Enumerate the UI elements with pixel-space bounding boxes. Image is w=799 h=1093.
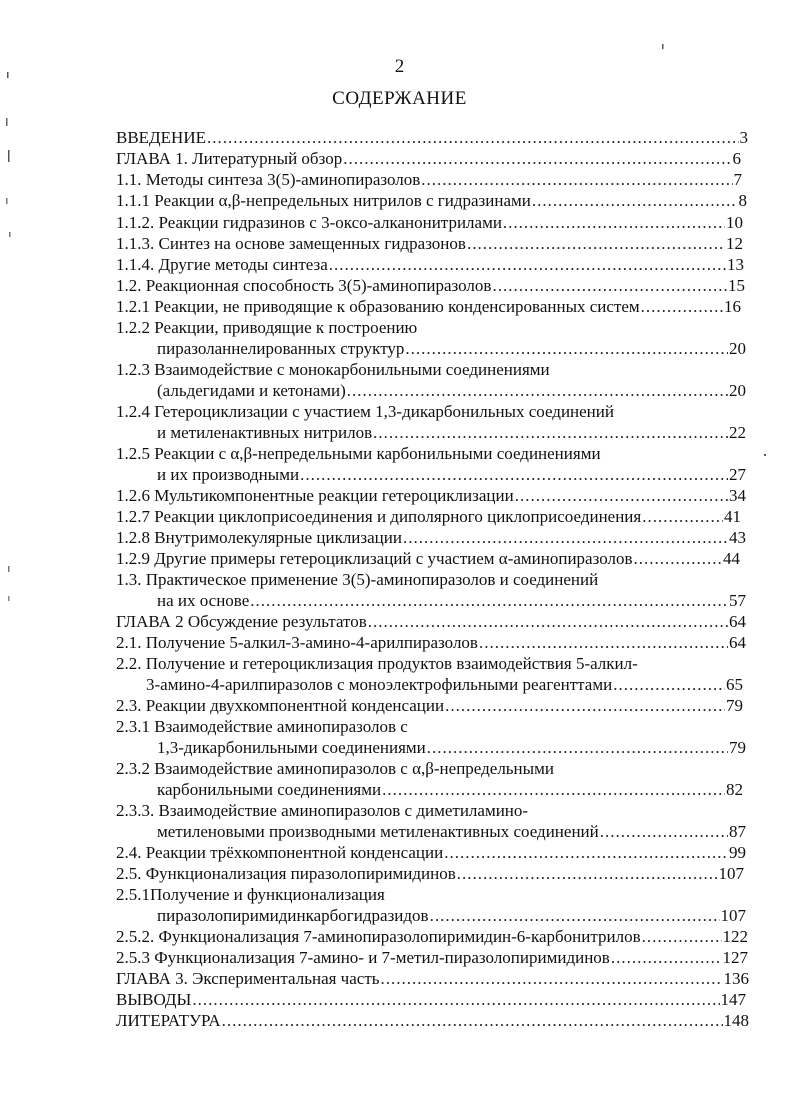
toc-entry-text: 2.5.3 Функционализация 7-амино- и 7-метил-пиразолопиримидинов [116, 948, 610, 967]
toc-title: СОДЕРЖАНИЕ [332, 88, 467, 109]
toc-entry-page: 107 [718, 864, 744, 883]
scan-speck [7, 72, 9, 78]
toc-entry-text: на их основе [157, 591, 250, 610]
page-number: 2 [394, 56, 405, 77]
toc-entry-text: 1.2. Реакционная способность 3(5)-аминопиразолов [116, 276, 492, 295]
toc-entry-page: 16 [724, 297, 741, 316]
toc-entry-page: 99 [729, 843, 746, 862]
toc-entry-2-5-1-line1: 2.5.1Получение и функционализация [116, 885, 385, 904]
toc-entry-page: 44 [723, 549, 740, 568]
toc-entry-1-2-3-line1: 1.2.3 Взаимодействие с монокарбонильными соединениями [116, 360, 550, 379]
toc-entry-page: 20 [729, 381, 746, 400]
toc-entry-2-2-line1: 2.2. Получение и гетероциклизация продуктов взаимодействия 5-алкил- [116, 654, 638, 673]
toc-entry-text: 1.2.1 Реакции, не приводящие к образованию конденсированных систем [116, 297, 640, 316]
toc-entry-page: 64 [729, 633, 746, 652]
toc-entry-text: 2.5. Функционализация пиразолопиримидинов [116, 864, 456, 883]
toc-entry-page: 147 [720, 990, 746, 1009]
toc-entry-text: 1.2.6 Мультикомпонентные реакции гетероциклизации [116, 486, 514, 505]
toc-entry-text: пиразолопиримидинкарбогидразидов [157, 906, 429, 925]
scan-speck [8, 596, 10, 601]
toc-entry-text: и их производными [157, 465, 300, 484]
toc-entry-text: 1.1.4. Другие методы синтеза [116, 255, 328, 274]
toc-entry-text: карбонильными соединениями [157, 780, 382, 799]
toc-entry-page: 3 [739, 128, 748, 147]
toc-entry-page: 22 [729, 423, 746, 442]
toc-entry-page: 10 [726, 213, 743, 232]
scan-speck [6, 118, 8, 126]
toc-entry-text: ВВЕДЕНИЕ [116, 128, 206, 147]
toc-entry-text: и метиленактивных нитрилов [157, 423, 373, 442]
toc-entry-text: (альдегидами и кетонами) [157, 381, 346, 400]
toc-entry-page: 79 [729, 738, 746, 757]
toc-entry-page: 122 [722, 927, 748, 946]
toc-entry-page: 57 [729, 591, 746, 610]
scan-speck [6, 198, 8, 204]
toc-entry-text: 3-амино-4-арилпиразолов с моноэлектрофильными реагенттами [146, 675, 613, 694]
toc-entry-page: 15 [728, 276, 745, 295]
toc-entry-page: 79 [726, 696, 743, 715]
toc-entry-text: ГЛАВА 1. Литературный обзор [116, 149, 343, 168]
toc-entry-page: 43 [729, 528, 746, 547]
toc-entry-2-3-1-line1: 2.3.1 Взаимодействие аминопиразолов с [116, 717, 408, 736]
toc-entry-page: 27 [729, 465, 746, 484]
toc-entry-text: ЛИТЕРАТУРА [116, 1011, 221, 1030]
toc-entry-2-3-3-line1: 2.3.3. Взаимодействие аминопиразолов с диметиламино- [116, 801, 529, 820]
toc-entry-1-2-4-line1: 1.2.4 Гетероциклизации с участием 1,3-дикарбонильных соединений [116, 402, 614, 421]
toc-entry-text: 1,3-дикарбонильными соединениями [157, 738, 426, 757]
toc-entry-text: 2.3. Реакции двухкомпонентной конденсации [116, 696, 445, 715]
toc-entry-text: 1.2.7 Реакции циклоприсоединения и диполярного циклоприсоединения [116, 507, 642, 526]
toc-entry-page: 65 [726, 675, 743, 694]
toc-entry-text: 1.1.1 Реакции α,β-непредельных нитрилов с гидразинами [116, 191, 531, 210]
toc-entry-text: 2.4. Реакции трёхкомпонентной конденсации [116, 843, 444, 862]
toc-entry-page: 82 [726, 780, 743, 799]
toc-entry-1-2-2-line1: 1.2.2 Реакции, приводящие к построению [116, 318, 418, 337]
toc-entry-page: 8 [738, 191, 747, 210]
toc-entry-page: 6 [732, 149, 741, 168]
scan-speck [8, 566, 10, 572]
scan-speck [9, 232, 11, 237]
toc-entry-page: 12 [726, 234, 743, 253]
toc-entry-text: 2.5.2. Функционализация 7-аминопиразолопиримидин-6-карбонитрилов [116, 927, 641, 946]
toc-entry-text: 1.2.8 Внутримолекулярные циклизации [116, 528, 402, 547]
toc-entry-page: 34 [729, 486, 746, 505]
toc-entry-text: 1.2.9 Другие примеры гетероциклизаций с участием α-аминопиразолов [116, 549, 633, 568]
toc-entry-text: метиленовыми производными метиленактивных соединений [157, 822, 599, 841]
toc-entry-text: ВЫВОДЫ [116, 990, 192, 1009]
toc-entry-text: 2.1. Получение 5-алкил-3-амино-4-арилпиразолов [116, 633, 478, 652]
toc-entry-page: 87 [729, 822, 746, 841]
toc-entry-page: 127 [722, 948, 748, 967]
toc-entry-page: 41 [724, 507, 741, 526]
toc-entry-text: 1.1.3. Синтез на основе замещенных гидразонов [116, 234, 466, 253]
toc-entry-1-2-5-line1: 1.2.5 Реакции с α,β-непредельными карбонильными соединениями [116, 444, 601, 463]
toc-entry-page: 7 [733, 170, 742, 189]
toc-entry-page: 107 [720, 906, 746, 925]
toc-entry-1-3-line1: 1.3. Практическое применение 3(5)-аминопиразолов и соединений [116, 570, 599, 589]
toc-entry-page: 136 [723, 969, 749, 988]
toc-entry-page: 13 [727, 255, 744, 274]
toc-entry-text: пиразоланнелированных структур [157, 339, 405, 358]
toc-entry-text: 1.1.2. Реакции гидразинов с 3-оксо-алканонитрилами [116, 213, 502, 232]
toc-entry-text: 1.1. Методы синтеза 3(5)-аминопиразолов [116, 170, 421, 189]
toc-entry-text: ГЛАВА 2 Обсуждение результатов [116, 612, 367, 631]
toc-entry-page: 148 [723, 1011, 749, 1030]
scan-speck [8, 150, 10, 162]
toc-entry-page: 20 [729, 339, 746, 358]
scan-speck [662, 44, 664, 49]
toc-entry-text: ГЛАВА 3. Экспериментальная часть [116, 969, 380, 988]
scan-speck [764, 454, 766, 456]
toc-entry-page: 64 [729, 612, 746, 631]
toc-entry-2-3-2-line1: 2.3.2 Взаимодействие аминопиразолов с α,β-непредельными [116, 759, 554, 778]
